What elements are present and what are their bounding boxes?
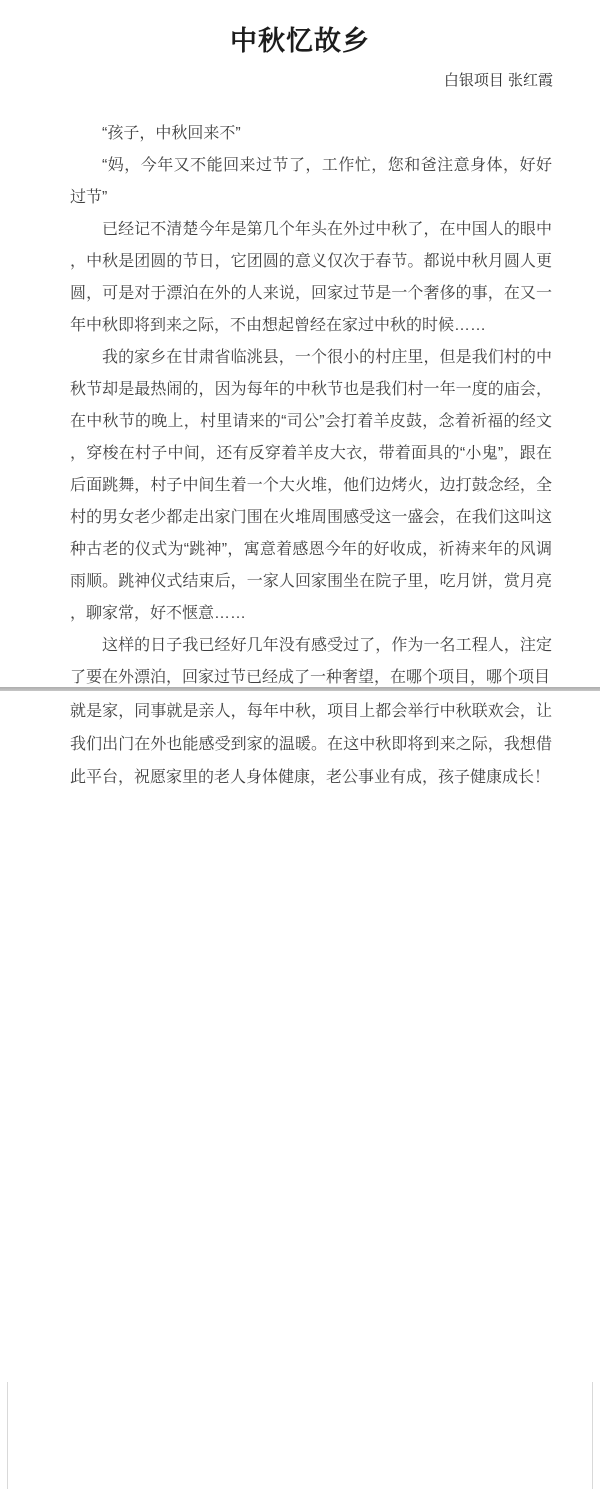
author-byline: 白银项目 张红霞: [443, 72, 553, 89]
page-edge-right: [592, 1382, 593, 1489]
paragraph-dialog-mother: “孩子，中秋回来不”: [102, 125, 241, 142]
paragraph-hometown-customs: 我的家乡在甘肃省临洮县，一个很小的村庄里，但是我们村的中秋节却是最热闹的，因为每年的中秋节也是我们村一年一度的庙会，在中秋节的晚上，村里请来的“司公”会打着羊皮鼓，念着祈福的经文，穿梭在村子中间，还有反穿着羊皮大衣，带着面具的“小鬼”，跟在后面跳舞，村子中间生着一个大火堆，他们边烤火，边打鼓念经，全村的男女老少都走出家门围在火堆周围感受这一盛会，在我们这叫这种古老的仪式为“跳神”，寓意着感恩今年的好收成，祈祷来年的风调雨顺。跳神仪式结束后，一家人回家围坐在院子里，吃月饼，赏月亮，聊家常，好不惬意……: [70, 349, 552, 622]
body-text-page-1: [70, 118, 552, 694]
paragraph-engineer-life-part2: 就是家，同事就是亲人，每年中秋，项目上都会举行中秋联欢会，让我们出门在外也能感受到家的温暖。在这中秋即将到来之际，我想借此平台，祝愿家里的老人身体健康，老公事业有成，孩子健康成长！: [70, 703, 552, 786]
paragraph-reunion-festival: 已经记不清楚今年是第几个年头在外过中秋了，在中国人的眼中，中秋是团圆的节日，它团圆的意义仅次于春节。都说中秋月圆人更圆，可是对于漂泊在外的人来说，回家过节是一个奢侈的事，在又一年中秋即将到来之际，不由想起曾经在家过中秋的时候……: [70, 221, 552, 334]
paragraph-engineer-life-part1: 这样的日子我已经好几年没有感受过了，作为一名工程人，注定了要在外漂泊，回家过节已经成了一种奢望，在哪个项目，哪个项目: [70, 637, 552, 686]
paragraph-dialog-child: “妈，今年又不能回来过节了，工作忙，您和爸注意身体，好好过节”: [70, 157, 552, 206]
page-1: [0, 0, 600, 687]
page-edge-left: [7, 1382, 8, 1489]
document-title: 中秋忆故乡: [230, 26, 370, 56]
